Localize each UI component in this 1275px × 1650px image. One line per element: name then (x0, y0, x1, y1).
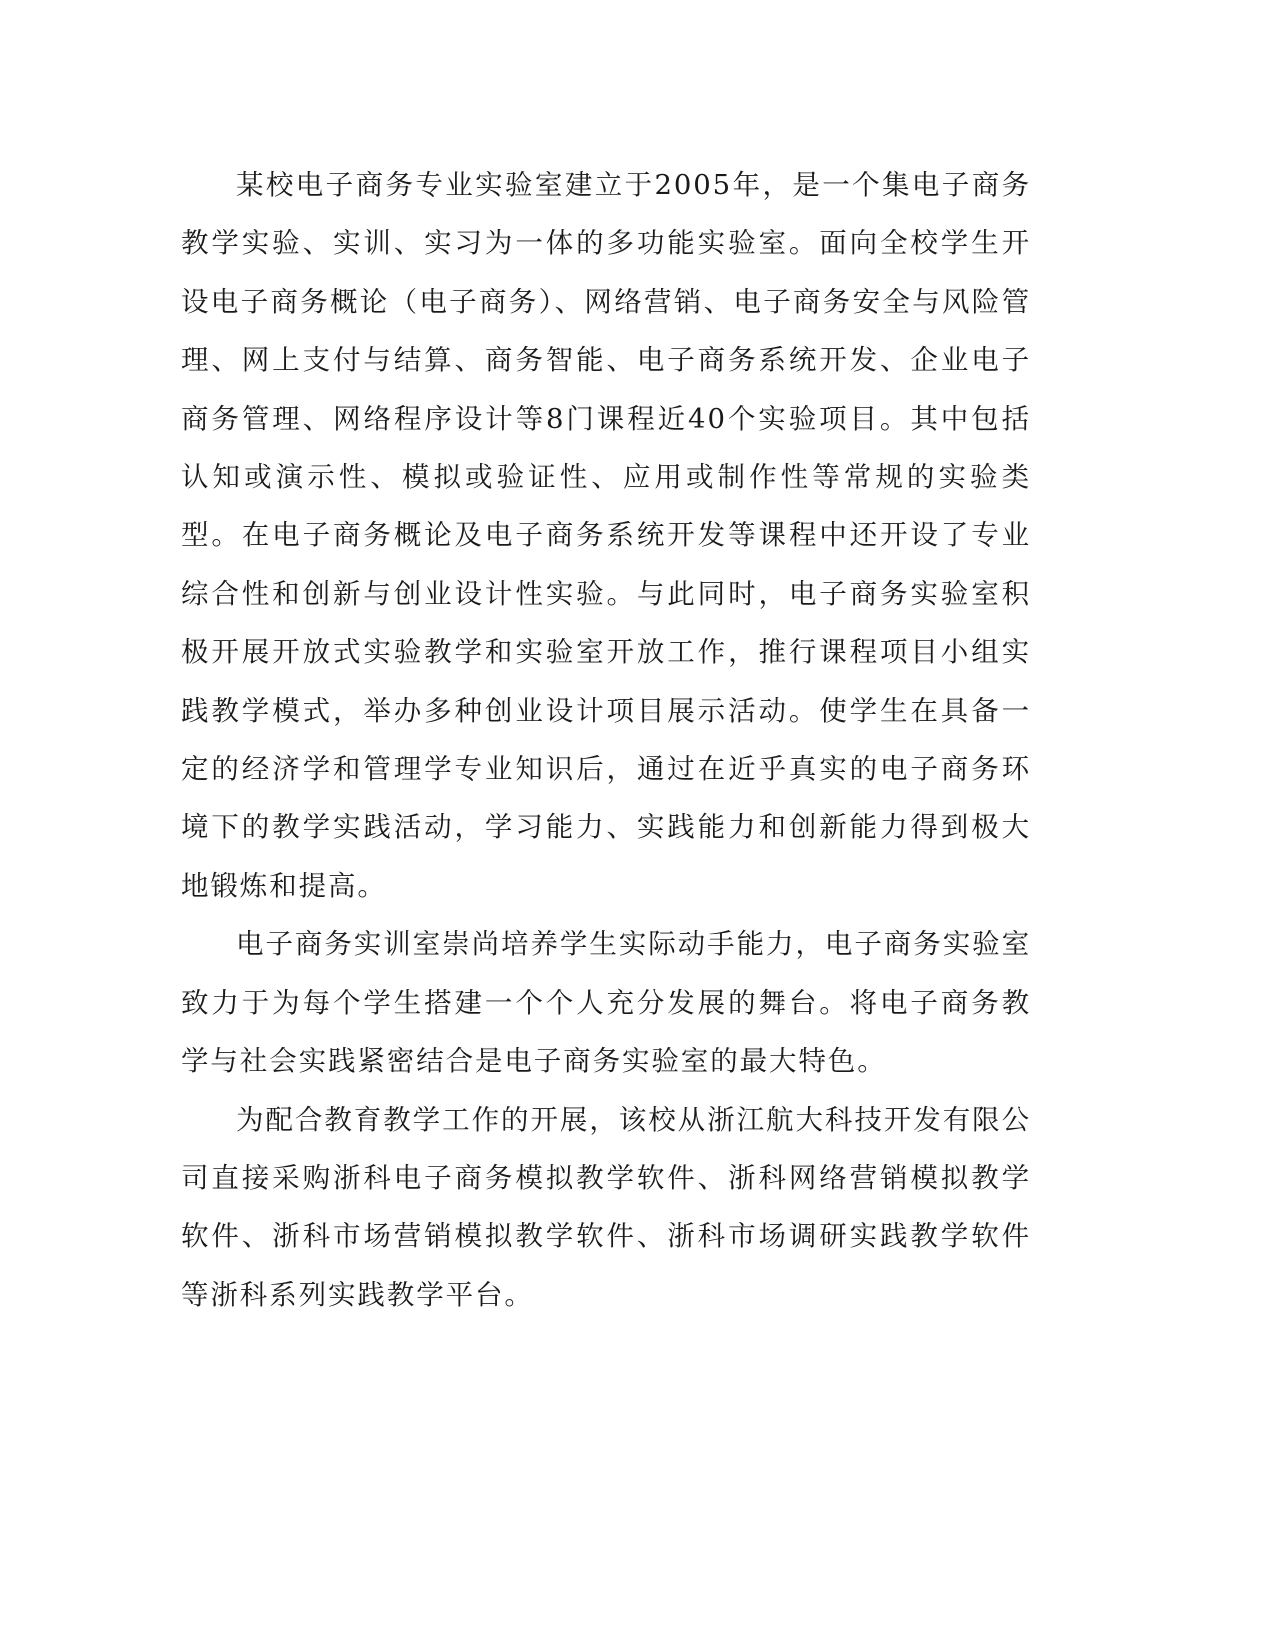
paragraph-lab-features: 电子商务实训室崇尚培养学生实际动手能力，电子商务实验室致力于为每个学生搭建一个个人充分发展的舞台。将电子商务教学与社会实践紧密结合是电子商务实验室的最大特色。 (181, 928, 1031, 1078)
document-body (181, 156, 1031, 1324)
paragraph-lab-introduction: 某校电子商务专业实验室建立于2005年，是一个集电子商务教学实验、实训、实习为一体的多功能实验室。面向全校学生开设电子商务概论（电子商务）、网络营销、电子商务安全与风险管理、网上支付与结算、商务智能、电子商务系统开发、企业电子商务管理、网络程序设计等8门课程近40个实验项目。其中包括认知或演示性、模拟或验证性、应用或制作性等常规的实验类型。在电子商务概论及电子商务系统开发等课程中还开设了专业综合性和创新与创业设计性实验。与此同时，电子商务实验室积极开展开放式实验教学和实验室开放工作，推行课程项目小组实践教学模式，举办多种创业设计项目展示活动。使学生在具备一定的经济学和管理学专业知识后，通过在近乎真实的电子商务环境下的教学实践活动，学习能力、实践能力和创新能力得到极大地锻炼和提高。 (181, 169, 1031, 902)
paragraph-software-procurement: 为配合教育教学工作的开展，该校从浙江航大科技开发有限公司直接采购浙科电子商务模拟教学软件、浙科网络营销模拟教学软件、浙科市场营销模拟教学软件、浙科市场调研实践教学软件等浙科系列实践教学平台。 (181, 1103, 1031, 1311)
